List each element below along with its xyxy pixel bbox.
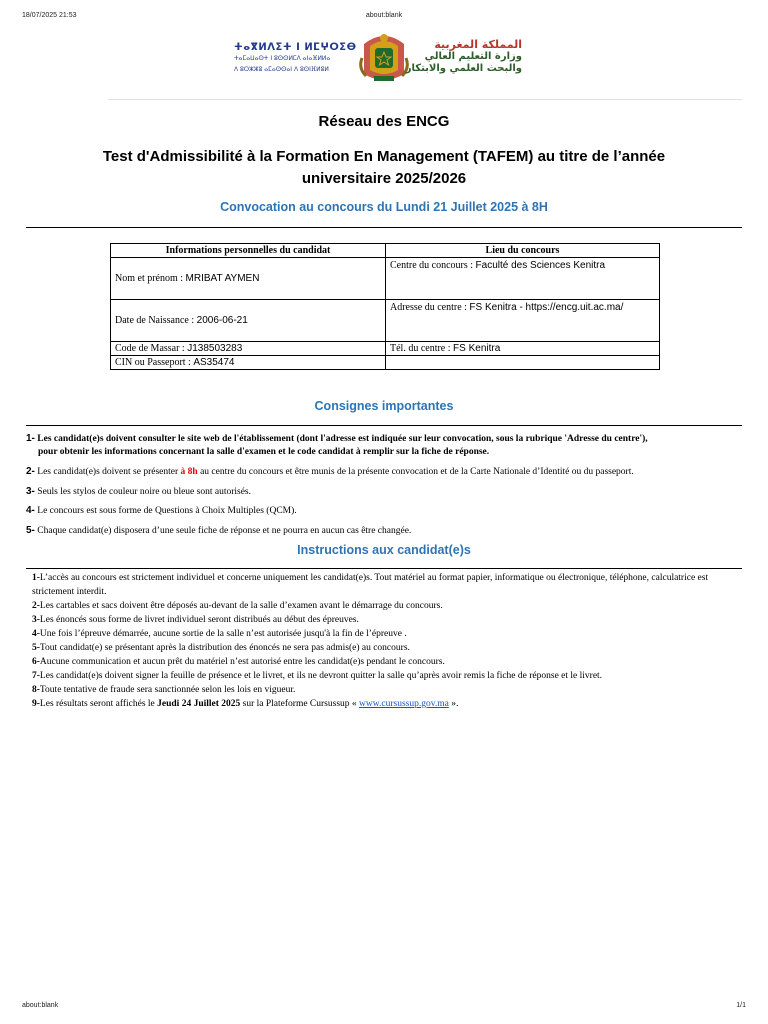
- center-phone: FS Kenitra: [453, 343, 501, 354]
- section-divider: [26, 227, 742, 228]
- list-item: 8-Toute tentative de fraude sera sanctionnée selon les lois en vigueur.: [32, 685, 296, 695]
- arrival-time: à 8h: [180, 467, 198, 477]
- birthdate-cell: Date de Naissance : 2006-06-21: [111, 300, 386, 342]
- instructions-divider: [26, 568, 742, 569]
- arabic-ministry-name: المملكة المغربية وزارة التعليم العالي والبحث العلمي والابتكار: [405, 38, 522, 74]
- list-item: 9-Les résultats seront affichés le Jeudi 24 Juillet 2025 sur la Plateforme Cursussup « www.cursussup.gov.ma ».: [32, 699, 459, 709]
- print-datetime: 18/07/2025 21:53: [22, 12, 77, 19]
- instructions-title: Instructions aux candidat(e)s: [297, 543, 471, 557]
- list-item: 4-Une fois l’épreuve démarrée, aucune sortie de la salle n’est autorisée jusqu'à la fin de l’épreuve .: [32, 629, 407, 639]
- tifinagh-ministry-name: ⵜⴰⴳⵍⴷⵉⵜ ⵏ ⵍⵎⵖⵔⵉⴱ ⵜⴰⵎⴰⵡⴰⵙⵜ ⵏ ⵓⵙⵙⵍⵎⴷ ⴰⵏⴰⴼⵍⵍⴰ ⴷ ⵓⵔⵣⵣⵓ ⴰⵎⴰⵙⵙⴰⵏ ⴷ ⵓⵙⵏⴼⵍⵓⵍ: [234, 42, 357, 73]
- cin-number: AS35474: [193, 357, 235, 368]
- personal-info-header: Informations personnelles du candidat: [111, 244, 386, 258]
- consignes-divider: [26, 425, 742, 426]
- exam-center: Faculté des Sciences Kenitra: [475, 260, 606, 271]
- cursussup-link[interactable]: www.cursussup.gov.ma: [359, 699, 449, 709]
- list-item: 1-L’accès au concours est strictement individuel et concerne uniquement les candidat(e)s. Tout matériel au format papier, informatique ou électronique, téléphone, calculatrice est strictement interdit.: [32, 573, 709, 597]
- consigne-item-5: 5- Chaque candidat(e) disposera d’une seule fiche de réponse et ne pourra en aucun cas être changée.: [26, 525, 412, 536]
- consigne-item-1: 1- Les candidat(e)s doivent consulter le site web de l'établissement (dont l'adresse est indiquée sur leur convocation, sous la rubrique 'Adresse du centre'), pour obtenir les informations concernant la salle d'examen et le code candidat à remplir sur la fiche de réponse.: [26, 433, 648, 457]
- table-row: [111, 300, 660, 342]
- massar-code: J138503283: [187, 343, 243, 354]
- consigne-item-3: 3- Seuls les stylos de couleur noire ou bleue sont autorisés.: [26, 486, 251, 497]
- list-item: 5-Tout candidat(e) se présentant après la distribution des énoncés ne sera pas admis(e) au concours.: [32, 643, 410, 653]
- test-title: Test d'Admissibilité à la Formation En Management (TAFEM) au titre de l’année universitaire 2025/2026: [102, 148, 666, 187]
- table-header-row: [111, 244, 660, 258]
- network-title: Réseau des ENCG: [318, 113, 450, 130]
- phone-cell: Tél. du centre : FS Kenitra: [386, 342, 660, 356]
- name-cell: Nom et prénom : MRIBAT AYMEN: [111, 258, 386, 300]
- print-page-title: about:blank: [365, 12, 403, 19]
- consigne-item-4: 4- Le concours est sous forme de Questions à Choix Multiples (QCM).: [26, 505, 297, 516]
- consignes-title: Consignes importantes: [314, 399, 454, 413]
- list-item: 3-Les énoncés sous forme de livret individuel seront distribués au début des épreuves.: [32, 615, 359, 625]
- table-row: [111, 258, 660, 300]
- list-item: 6-Aucune communication et aucun prêt du matériel n’est autorisé entre les candidat(e)s pendant le concours.: [32, 657, 445, 667]
- center-address: FS Kenitra - https://encg.uit.ac.ma/: [469, 302, 624, 313]
- exam-location-header: Lieu du concours: [386, 244, 660, 258]
- candidate-name: MRIBAT AYMEN: [185, 273, 260, 284]
- consigne-item-2: 2- Les candidat(e)s doivent se présenter à 8h au centre du concours et être munis de la présente convocation et de la Carte Nationale d’Identité ou du passeport.: [26, 466, 634, 477]
- candidate-info-table: [110, 243, 660, 370]
- center-cell: Centre du concours : Faculté des Sciences Kenitra: [386, 258, 660, 300]
- header-divider: [108, 99, 742, 100]
- table-row: [111, 342, 660, 356]
- cin-cell: CIN ou Passeport : AS35474: [111, 356, 386, 370]
- massar-cell: Code de Massar : J138503283: [111, 342, 386, 356]
- print-page-number: 1/1: [736, 1002, 746, 1009]
- birth-date: 2006-06-21: [196, 315, 248, 326]
- results-date: Jeudi 24 Juillet 2025: [157, 699, 241, 709]
- convocation-title: Convocation au concours du Lundi 21 Juillet 2025 à 8H: [220, 200, 548, 214]
- header-logos: [0, 30, 768, 90]
- list-item: 7-Les candidat(e)s doivent signer la feuille de présence et le livret, et ils ne devront quitter la salle qu’après avoir remis la fiche de réponse et le livret.: [32, 671, 603, 681]
- table-row: [111, 356, 660, 370]
- list-item: 2-Les cartables et sacs doivent être déposés au-devant de la salle d’examen avant le démarrage du concours.: [32, 601, 443, 611]
- instructions-list: [32, 571, 738, 711]
- coat-of-arms-emblem: [358, 30, 410, 84]
- print-footer-url: about:blank: [22, 1002, 59, 1009]
- empty-cell: [386, 356, 660, 370]
- address-cell: Adresse du centre : FS Kenitra - https://encg.uit.ac.ma/: [386, 300, 660, 342]
